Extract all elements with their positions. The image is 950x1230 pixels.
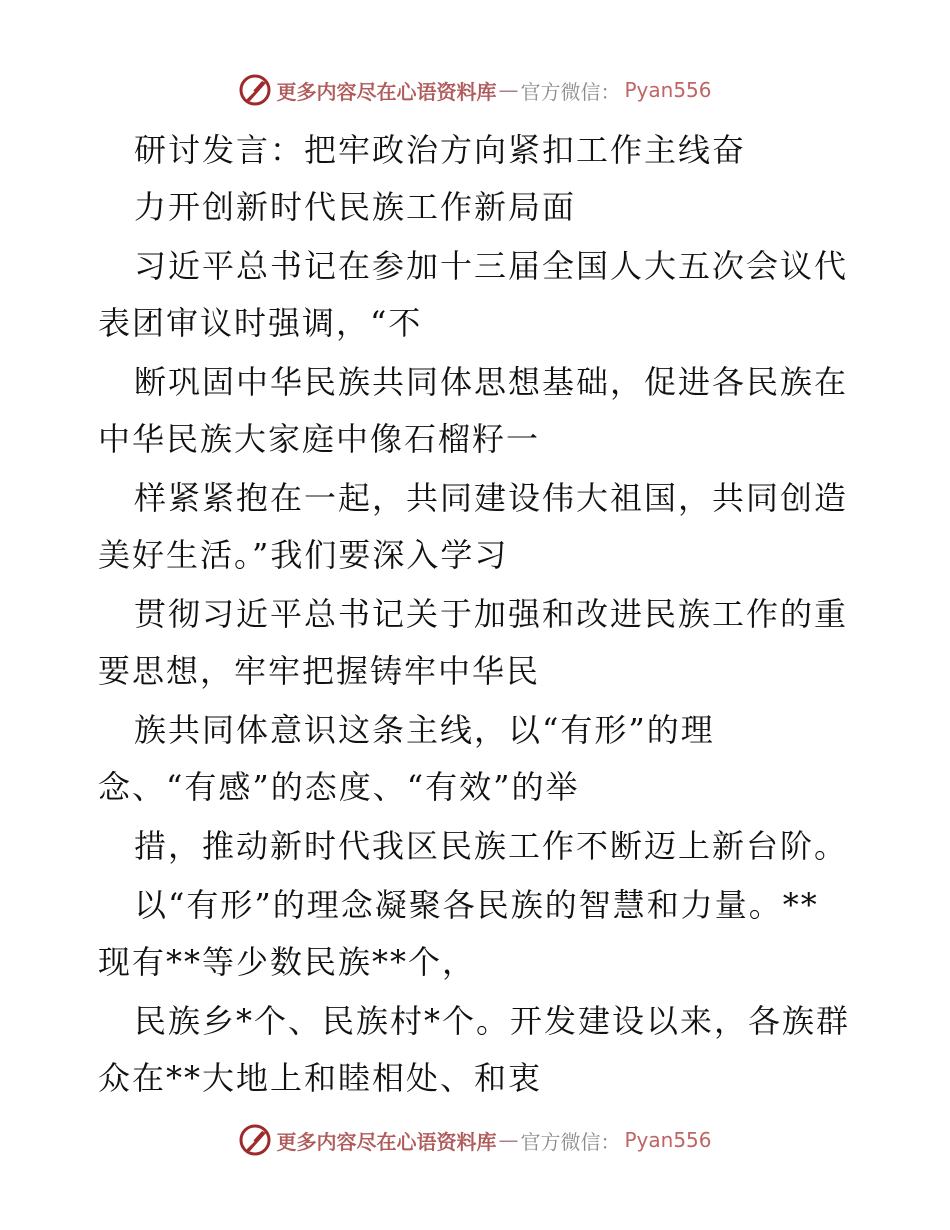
paragraph-line: 族共同体意识这条主线，以“有形”的理 xyxy=(134,711,715,749)
brand-text: 更多内容尽在心语资料库 xyxy=(276,79,497,104)
paragraph-line: 习近平总书记在参加十三届全国人大五次会议代 xyxy=(134,247,849,285)
paragraph-line: 念、“有感”的态度、“有效”的举 xyxy=(98,768,580,806)
paragraph-line: 民族乡*个、民族村*个。开发建设以来，各族群 xyxy=(134,1002,851,1040)
paragraph-line: 要思想，牢牢把握铸牢中华民 xyxy=(98,652,541,690)
paragraph-line: 措，推动新时代我区民族工作不断迈上新台阶。 xyxy=(134,827,849,865)
footer-watermark xyxy=(0,1120,950,1160)
banner-dash: — xyxy=(498,78,519,102)
paragraph-line: 美好生活。”我们要深入学习 xyxy=(98,536,509,574)
paragraph-line: 众在**大地上和睦相处、和衷 xyxy=(98,1059,543,1097)
wechat-id: Pyan556 xyxy=(624,1128,712,1152)
banner-dash: — xyxy=(498,1128,519,1152)
paragraph-line: 以“有形”的理念凝聚各民族的智慧和力量。** xyxy=(134,886,819,924)
paragraph-line: 现有**等少数民族**个， xyxy=(98,943,477,981)
paragraph-line: 表团审议时强调，“不 xyxy=(98,304,423,342)
brand-text: 更多内容尽在心语资料库 xyxy=(276,1129,497,1154)
wechat-label: 官方微信： xyxy=(520,79,621,104)
title-line-1: 研讨发言：把牢政治方向紧扣工作主线奋 xyxy=(134,131,747,169)
wechat-label: 官方微信： xyxy=(520,1129,621,1154)
wechat-id: Pyan556 xyxy=(624,78,712,102)
paragraph-line: 贯彻习近平总书记关于加强和改进民族工作的重 xyxy=(134,595,849,633)
quill-logo-icon xyxy=(238,1123,272,1157)
title-line-2: 力开创新时代民族工作新局面 xyxy=(134,188,577,226)
paragraph-line: 断巩固中华民族共同体思想基础，促进各民族在 xyxy=(134,363,849,401)
paragraph-line: 中华民族大家庭中像石榴籽一 xyxy=(98,420,541,458)
paragraph-line: 样紧紧抱在一起，共同建设伟大祖国，共同创造 xyxy=(134,479,849,517)
